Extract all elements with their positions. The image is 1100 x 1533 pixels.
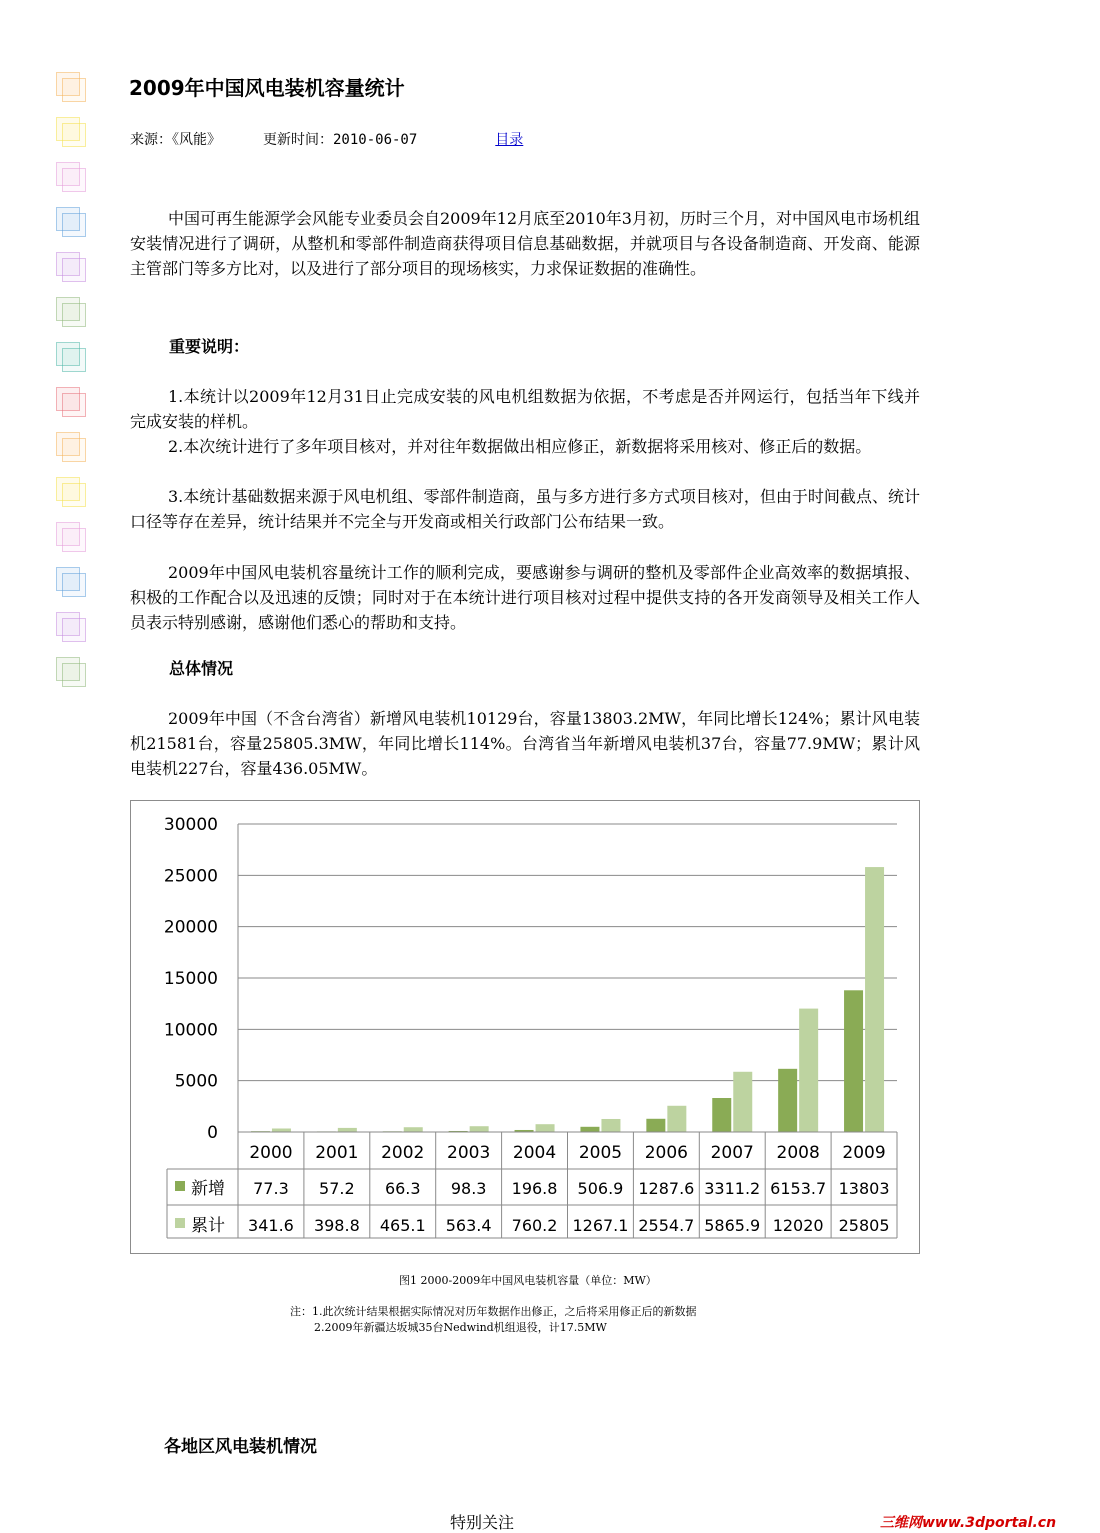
y-tick-label: 5000 bbox=[174, 1071, 218, 1092]
chart-svg bbox=[131, 801, 919, 1253]
bar-cumulative-2001 bbox=[338, 1128, 357, 1132]
decor-square bbox=[56, 72, 86, 102]
bar-cumulative-2000 bbox=[272, 1128, 291, 1132]
data-label: 2554.7 bbox=[638, 1216, 695, 1235]
notes-heading: 重要说明： bbox=[169, 337, 250, 356]
intro-paragraph: 中国可再生能源学会风能专业委员会自2009年12月底至2010年3月初，历时三个月，对中国风电市场机组安装情况进行了调研，从整机和零部件制造商获得项目信息基础数据，并就项目与各设备制造商、开发商、能源主管部门等多方比对，以及进行了部分项目的现场核实，力求保证数据的准确性。 bbox=[130, 209, 920, 278]
decor-square bbox=[56, 162, 86, 192]
data-label: 398.8 bbox=[313, 1216, 360, 1235]
bar-cumulative-2007 bbox=[733, 1072, 752, 1132]
decor-square bbox=[56, 477, 86, 507]
decor-square bbox=[56, 657, 86, 687]
chart-caption: 图1 2000-2009年中国风电装机容量（单位：MW） bbox=[399, 1274, 657, 1287]
bar-new-2009 bbox=[844, 990, 863, 1132]
x-tick-label: 2003 bbox=[447, 1143, 491, 1163]
y-tick-label: 0 bbox=[207, 1123, 218, 1143]
footer-link[interactable]: 特别关注 bbox=[450, 1513, 515, 1532]
data-label: 3311.2 bbox=[704, 1179, 761, 1198]
x-tick-label: 2008 bbox=[776, 1143, 820, 1163]
note-3: 3.本统计基础数据来源于风电机组、零部件制造商，虽与多方进行多方式项目核对，但由于时间截点、统计口径等存在差异，统计结果并不完全与开发商或相关行政部门公布结果一致。 bbox=[130, 487, 920, 531]
chart-notes bbox=[290, 1304, 697, 1336]
bar-new-2005 bbox=[580, 1127, 599, 1132]
decor-square bbox=[56, 297, 86, 327]
chart-note-1: 注：1.此次统计结果根据实际情况对历年数据作出修正，之后将采用修正后的新数据 bbox=[290, 1305, 697, 1318]
decor-square bbox=[56, 567, 86, 597]
overview-paragraph: 2009年中国（不含台湾省）新增风电装机10129台，容量13803.2MW，年同比增长124%；累计风电装机21581台，容量25805.3MW，年同比增长114%。台湾省当年新增风电装机37台，容量77.9MW；累计风电装机227台，容量436.05MW。 bbox=[130, 709, 920, 778]
y-tick-label: 30000 bbox=[163, 815, 218, 835]
bar-cumulative-2004 bbox=[536, 1124, 555, 1132]
y-tick-label: 10000 bbox=[163, 1020, 218, 1041]
x-tick-label: 2001 bbox=[315, 1143, 359, 1163]
update-time: 更新时间：2010-06-07 bbox=[263, 132, 418, 148]
legend-swatch-new bbox=[175, 1181, 185, 1191]
y-tick-label: 25000 bbox=[163, 866, 218, 887]
decor-square bbox=[56, 387, 86, 417]
data-label: 25805 bbox=[838, 1216, 890, 1235]
capacity-chart bbox=[130, 800, 920, 1254]
data-label: 5865.9 bbox=[704, 1216, 761, 1235]
acknowledgement: 2009年中国风电装机容量统计工作的顺利完成，要感谢参与调研的整机及零部件企业高效率的数据填报、积极的工作配合以及迅速的反馈；同时对于在本统计进行项目核对过程中提供支持的各开发商领导及相关工作人员表示特别感谢，感谢他们悉心的帮助和支持。 bbox=[130, 563, 920, 632]
y-tick-label: 15000 bbox=[163, 969, 218, 989]
x-tick-label: 2002 bbox=[381, 1143, 425, 1163]
note-2: 2.本次统计进行了多年项目核对，并对往年数据做出相应修正，新数据将采用核对、修正后的数据。 bbox=[168, 437, 872, 456]
bar-new-2007 bbox=[712, 1098, 731, 1132]
bar-new-2006 bbox=[646, 1119, 665, 1132]
data-label: 6153.7 bbox=[770, 1179, 827, 1198]
chart-note-2: 2.2009年新疆达坂城35台Nedwind机组退役，计17.5MW bbox=[314, 1321, 607, 1334]
bar-cumulative-2009 bbox=[865, 867, 884, 1132]
decor-square bbox=[56, 432, 86, 462]
data-label: 77.3 bbox=[253, 1179, 289, 1198]
x-tick-label: 2005 bbox=[578, 1143, 623, 1163]
data-label: 465.1 bbox=[379, 1216, 426, 1235]
data-label: 66.3 bbox=[384, 1179, 421, 1198]
toc-link[interactable]: 目录 bbox=[495, 132, 524, 148]
decor-square bbox=[56, 117, 86, 147]
bar-cumulative-2008 bbox=[799, 1009, 818, 1132]
data-label: 12020 bbox=[772, 1216, 824, 1235]
legend-label-new: 新增 bbox=[191, 1179, 225, 1199]
data-label: 98.3 bbox=[450, 1179, 487, 1198]
data-label: 57.2 bbox=[319, 1179, 355, 1198]
note-1: 1.本统计以2009年12月31日止完成安装的风电机组数据为依据，不考虑是否并网运行，包括当年下线并完成安装的样机。 bbox=[130, 387, 920, 431]
legend-swatch-cumulative bbox=[175, 1218, 185, 1228]
y-tick-label: 20000 bbox=[163, 917, 218, 938]
x-tick-label: 2009 bbox=[842, 1143, 886, 1163]
bar-cumulative-2005 bbox=[601, 1119, 620, 1132]
x-tick-label: 2007 bbox=[710, 1143, 754, 1163]
overview-heading: 总体情况 bbox=[169, 659, 234, 678]
page-title: 2009年中国风电装机容量统计 bbox=[129, 76, 405, 100]
data-label: 760.2 bbox=[511, 1216, 558, 1235]
decor-square bbox=[56, 522, 86, 552]
decor-square bbox=[56, 207, 86, 237]
data-label: 341.6 bbox=[248, 1216, 294, 1235]
data-label: 563.4 bbox=[445, 1216, 492, 1235]
x-tick-label: 2000 bbox=[249, 1143, 293, 1163]
bar-cumulative-2002 bbox=[404, 1127, 423, 1132]
x-tick-label: 2004 bbox=[512, 1143, 557, 1163]
decorative-squares bbox=[56, 72, 92, 702]
bar-new-2008 bbox=[778, 1069, 797, 1132]
bar-cumulative-2003 bbox=[470, 1126, 489, 1132]
section-heading: 各地区风电装机情况 bbox=[164, 1437, 317, 1457]
data-label: 13803 bbox=[838, 1179, 890, 1198]
data-label: 1287.6 bbox=[638, 1179, 695, 1198]
data-label: 196.8 bbox=[511, 1179, 558, 1198]
decor-square bbox=[56, 612, 86, 642]
data-label: 1267.1 bbox=[572, 1216, 629, 1235]
decor-square bbox=[56, 342, 86, 372]
data-label: 506.9 bbox=[577, 1179, 624, 1198]
watermark: 三维网www.3dportal.cn bbox=[880, 1515, 1057, 1531]
article-meta bbox=[130, 129, 523, 149]
decor-square bbox=[56, 252, 86, 282]
source-label: 来源：《风能》 bbox=[130, 132, 221, 148]
legend-label-cumulative: 累计 bbox=[191, 1216, 225, 1236]
x-tick-label: 2006 bbox=[644, 1143, 688, 1163]
bar-cumulative-2006 bbox=[667, 1106, 686, 1132]
